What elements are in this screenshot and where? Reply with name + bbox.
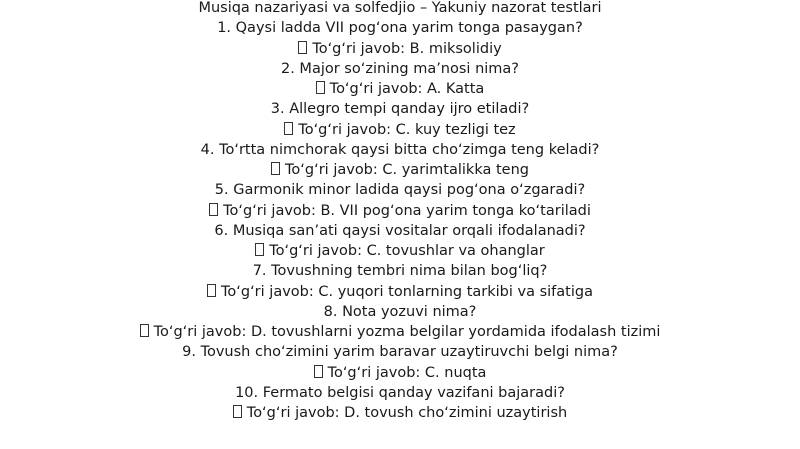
- check-icon: [209, 203, 218, 216]
- document-title: Musiqa nazariyasi va solfedjio – Yakuniy nazorat testlari: [198, 0, 602, 16]
- answer-text: To‘g‘ri javob: C. yuqori tonlarning tarkibi va sifatiga: [221, 283, 593, 300]
- answer-text: To‘g‘ri javob: D. tovush cho‘zimini uzaytirish: [246, 405, 568, 421]
- answer-text: To‘g‘ri javob: D. tovushlarni yozma belgilar yordamida ifodalash tizimi: [153, 324, 661, 340]
- question-text: 1. Qaysi ladda VII pog‘ona yarim tonga pasaygan?: [217, 20, 583, 37]
- question-text: 2. Major so‘zining ma’nosi nima?: [280, 60, 519, 77]
- answer-line: [0, 282, 800, 302]
- check-icon: [255, 243, 264, 256]
- question-text: 5. Garmonik minor ladida qaysi pog‘ona o‘zgaradi?: [214, 182, 586, 199]
- answer-text: To‘g‘ri javob: C. tovushlar va ohanglar: [269, 243, 545, 259]
- check-icon: [316, 81, 325, 94]
- question-text: 10. Fermato belgisi qanday vazifani bajaradi?: [235, 384, 565, 401]
- question-text: 3. Allegro tempi qanday ijro etiladi?: [270, 101, 530, 118]
- check-icon: [140, 324, 149, 337]
- check-icon: [207, 284, 216, 297]
- answer-line: [0, 79, 800, 99]
- question-text: 7. Tovushning tembri nima bilan bog‘liq?: [252, 263, 548, 280]
- answer-line: [0, 160, 800, 180]
- answer-line: [0, 322, 800, 342]
- answer-text: To‘g‘ri javob: B. VII pog‘ona yarim tonga ko‘tariladi: [223, 202, 591, 219]
- question-text: 6. Musiqa san’ati qaysi vositalar orqali ifodalanadi?: [214, 222, 586, 239]
- question-text: 9. Tovush cho‘zimini yarim baravar uzaytiruvchi belgi nima?: [182, 344, 618, 361]
- check-icon: [298, 41, 307, 54]
- question-text: 4. To‘rtta nimchorak qaysi bitta cho‘zimga teng keladi?: [200, 141, 600, 158]
- answer-line: [0, 241, 800, 261]
- answer-line: [0, 120, 800, 140]
- question-text: 8. Nota yozuvi nima?: [323, 303, 477, 320]
- answer-text: To‘g‘ri javob: C. nuqta: [327, 364, 487, 381]
- answer-text: To‘g‘ri javob: B. miksolidiy: [312, 40, 502, 57]
- answer-line: [0, 39, 800, 59]
- question-list: [0, 18, 800, 423]
- check-icon: [233, 405, 242, 418]
- check-icon: [271, 162, 280, 175]
- answer-line: [0, 363, 800, 383]
- answer-line: [0, 403, 800, 423]
- check-icon: [314, 365, 323, 378]
- answer-line: [0, 201, 800, 221]
- answer-text: To‘g‘ri javob: C. yarimtalikka teng: [285, 162, 529, 178]
- check-icon: [284, 122, 293, 135]
- answer-text: To‘g‘ri javob: C. kuy tezligi tez: [298, 121, 516, 138]
- answer-text: To‘g‘ri javob: A. Katta: [329, 81, 485, 97]
